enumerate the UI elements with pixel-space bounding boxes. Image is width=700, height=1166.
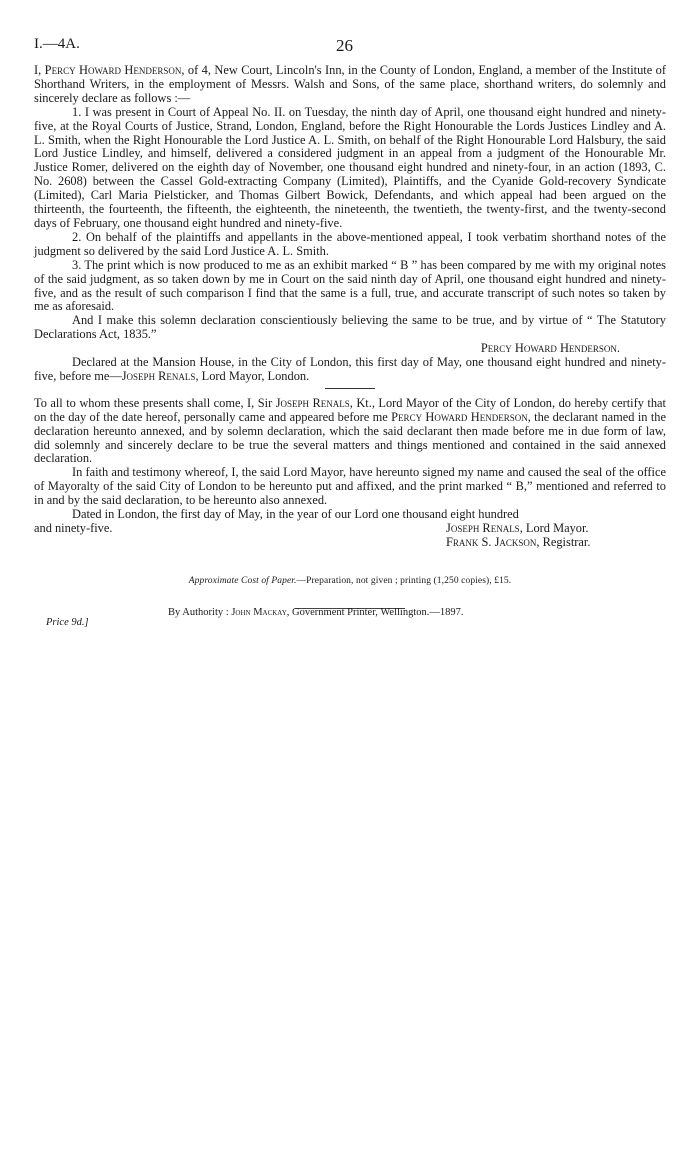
declaration-body bbox=[34, 64, 666, 550]
certificate-declarant-name: Percy Howard Henderson bbox=[391, 409, 528, 424]
certificate-paragraph-2: In faith and testimony whereof, I, the said Lord Mayor, have hereunto signed my name and caused the seal of the office of Mayoralty of the said City of London to be hereunto put and affixed, and the print marked “ B,” mentioned and referred to in and by the said declaration, to be hereunto also annexed. bbox=[34, 465, 666, 508]
signature-block bbox=[34, 522, 666, 550]
authority-suffix: , Government Printer, Wellington.—1897. bbox=[286, 606, 464, 618]
certificate-text-c: , the declarant named in the declaration hereunto annexed, and by solemn declaration, which the said declarant then made before me in due form of law, did solemnly and sincerely declare to be true the several matters and things mentioned and contained in the said annexed declaration. bbox=[34, 409, 666, 466]
registrar-signature bbox=[446, 536, 666, 550]
certificate-mayor-name: Joseph Renals bbox=[275, 395, 350, 410]
dated-line: Dated in London, the first day of May, in the year of our Lord one thousand eight hundred bbox=[72, 507, 519, 522]
registrar-name: Frank S. Jackson bbox=[446, 534, 537, 549]
signatures bbox=[446, 522, 666, 550]
intro-paragraph bbox=[34, 64, 666, 106]
page-number: 26 bbox=[336, 36, 353, 55]
lord-mayor-title: , Lord Mayor. bbox=[519, 521, 589, 535]
mayor-name: Joseph Renals bbox=[121, 368, 196, 383]
paragraph-3: 3. The print which is now produced to me as an exhibit marked “ B ” has been compared by me with my original notes of the said judgment, as so taken down by me in Court on the said ninth day of April, one thousand eight hundred and ninety-five, and as the result of such comparison I find that the same is a full, true, and accurate transcript of such notes so taken by me as aforesaid. bbox=[34, 257, 666, 314]
paragraph-2: 2. On behalf of the plaintiffs and appellants in the above-mentioned appeal, I took verbatim shorthand notes of the judgment so delivered by the said Lord Justice A. L. Smith. bbox=[34, 229, 666, 258]
printer-authority bbox=[168, 607, 464, 618]
page bbox=[34, 28, 666, 645]
page-header bbox=[34, 28, 666, 54]
section-divider bbox=[325, 388, 375, 389]
declared-suffix: , Lord Mayor, London. bbox=[195, 368, 310, 383]
declared-before bbox=[34, 356, 666, 384]
price: Price 9d.] bbox=[46, 616, 89, 628]
certificate-text-b: , Kt., Lord Mayor of the City of London, do hereby certify that on the day of the date hereof, personally came and appeared before me bbox=[34, 395, 666, 424]
intro-prefix: I, bbox=[34, 63, 45, 77]
registrar-title: , Registrar. bbox=[536, 534, 591, 549]
declared-text: Declared at the Mansion House, in the City of London, this first day of May, one thousand eight hundred and ninety-five, before me— bbox=[34, 355, 666, 383]
paragraph-4: And I make this solemn declaration conscientiously believing the same to be true, and by virtue of “ The Statutory Declarations Act, 1835.” bbox=[34, 313, 666, 342]
declarant-signature: Percy Howard Henderson. bbox=[480, 341, 620, 356]
authority-prefix: By Authority : bbox=[168, 606, 232, 618]
cost-label: Approximate Cost of Paper. bbox=[188, 575, 297, 586]
certificate-text-a: To all to whom these presents shall come, I, Sir bbox=[34, 395, 276, 410]
declarant-name: Percy Howard Henderson bbox=[44, 63, 182, 77]
certificate-paragraph-1 bbox=[34, 397, 666, 467]
document-reference: I.—4A. bbox=[34, 36, 80, 52]
intro-text: , of 4, New Court, Lincoln's Inn, in the County of London, England, a member of the Institute of Shorthand Writers, in the employment of Messrs. Walsh and Sons, of the same place, shorthand writers, do solemnly and sincerely declare as follows :— bbox=[34, 63, 666, 105]
cost-note bbox=[34, 576, 666, 586]
lord-mayor-signature bbox=[446, 522, 666, 536]
dated-line-end: and ninety-five. bbox=[34, 521, 113, 535]
lord-mayor-name: Joseph Renals bbox=[446, 521, 520, 535]
page-footer bbox=[34, 606, 666, 645]
paragraph-1: 1. I was present in Court of Appeal No. II. on Tuesday, the ninth day of April, one thousand eight hundred and ninety-five, at the Royal Courts of Justice, Strand, London, England, before the Right Honourable the Lords Justices Lindley and A. L. Smith, when the Right Honourable the Lord Justice A. L. Smith, on behalf of the Right Honourable Lord Halsbury, the said Lord Justice Lindley, and himself, delivered a considered judgment in an appeal from a judgment of the Honourable Mr. Justice Romer, delivered on the eighth day of November, one thousand eight hundred and ninety-four, in an action (1893, C. No. 2608) between the Cassel Gold-extracting Company (Limited), Plaintiffs, and the Cyanide Gold-recovery Syndicate (Limited), Carl Maria Pielsticker, and Thomas Gilbert Bowick, Defendants, and which appeal had been argued on the thirteenth, the fourteenth, the fifteenth, the eighteenth, the nineteenth, the twentieth, the twenty-first, and the twenty-second days of February, one thousand eight hundred and ninety-five. bbox=[34, 104, 666, 230]
printer-name: John Mackay bbox=[231, 606, 287, 618]
cost-text: —Preparation, not given ; printing (1,250 copies), £15. bbox=[296, 575, 512, 586]
